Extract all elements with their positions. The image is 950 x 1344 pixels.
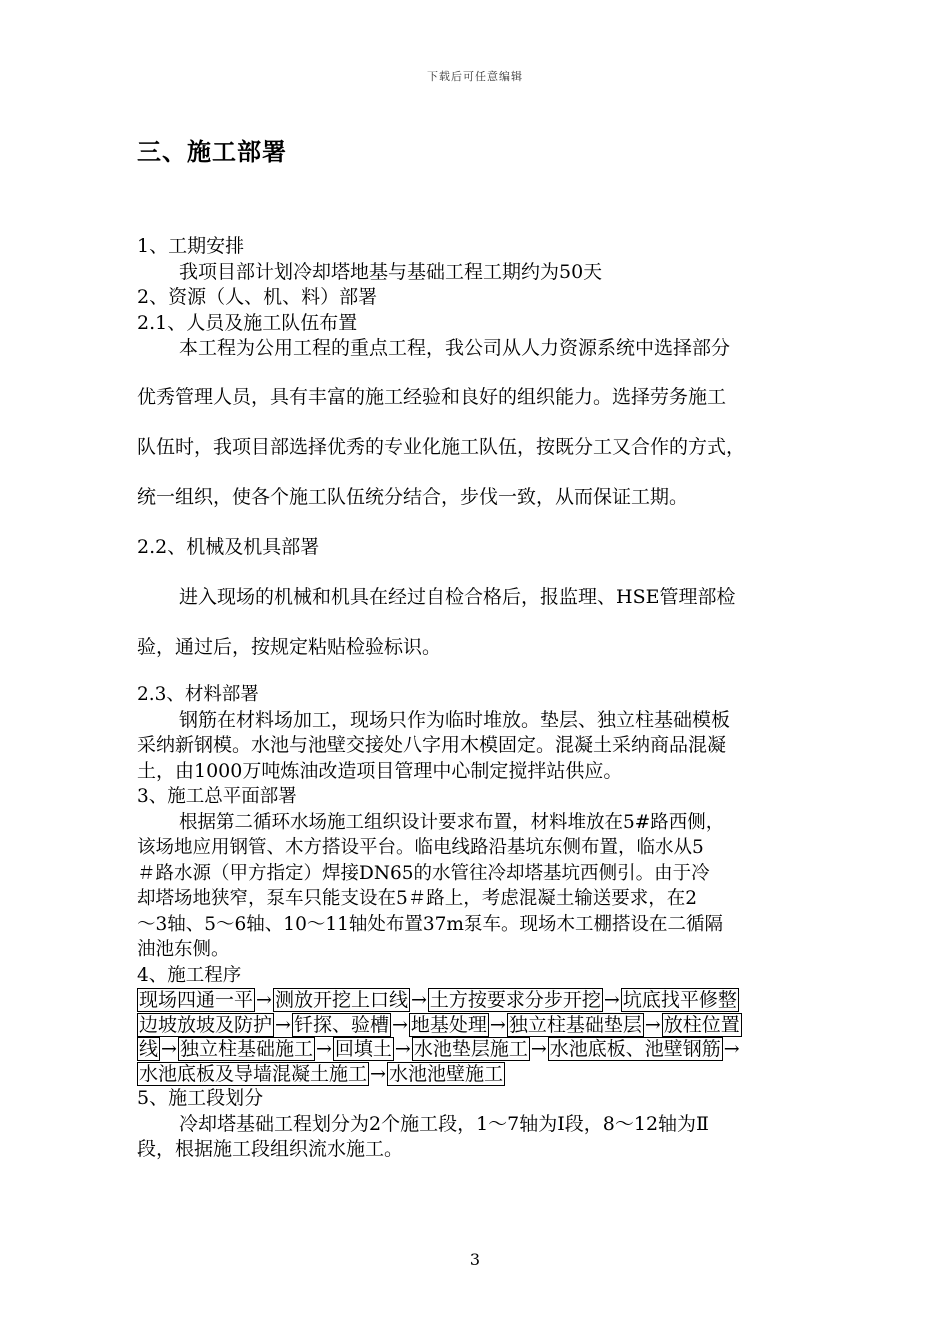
- site-layout-line: 却塔场地狭窄，泵车只能支设在5＃路上，考虑混凝土输送要求，在2: [137, 888, 698, 909]
- flow-step: 测放开挖上口线: [274, 989, 408, 1011]
- sections-line: 段，根据施工段组织流水施工。: [137, 1138, 404, 1161]
- heading-sections: 5、施工段划分: [137, 1087, 264, 1110]
- flow-step: 水池底板及导墙混凝土施工: [139, 1062, 368, 1085]
- site-layout-line: ＃路水源（甲方指定）焊接DN65的水管往冷却塔基坑西侧引。由于冷: [137, 862, 710, 884]
- flow-step: 边坡放坡及防护: [139, 1013, 273, 1036]
- page-header: 下载后可任意编辑: [427, 70, 523, 83]
- schedule-text: 我项目部计划冷却塔地基与基础工程工期约为50天: [179, 260, 603, 283]
- arrow-right-icon: →: [603, 989, 620, 1011]
- materials-line: 土，由1000万吨炼油改造项目管理中心制定搅拌站供应。: [137, 759, 623, 782]
- flow-step: 放柱位置: [663, 1013, 740, 1036]
- personnel-line: 优秀管理人员，具有丰富的施工经验和良好的组织能力。选择劳务施工: [137, 386, 727, 408]
- arrow-right-icon: →: [370, 1062, 386, 1085]
- machinery-line: 进入现场的机械和机具在经过自检合格后，报监理、HSE管理部检: [179, 586, 736, 608]
- arrow-right-icon: →: [394, 1038, 411, 1061]
- heading-materials: 2.3、材料部署: [137, 684, 259, 705]
- flow-step: 钎探、验槽: [293, 1013, 389, 1036]
- personnel-line: 本工程为公用工程的重点工程，我公司从人力资源系统中选择部分: [179, 337, 731, 359]
- document-body: [137, 234, 849, 1163]
- arrow-right-icon: →: [315, 1038, 332, 1061]
- heading-personnel: 2.1、人员及施工队伍布置: [137, 311, 358, 334]
- sections-line: 冷却塔基础工程划分为2个施工段，1～7轴为Ⅰ段，8～12轴为Ⅱ: [179, 1112, 709, 1135]
- site-layout-line: 根据第二循环水场施工组织设计要求布置，材料堆放在5#路西侧，: [179, 811, 725, 833]
- heading-resources: 2、资源（人、机、料）部署: [137, 286, 378, 308]
- personnel-line: 统一组织，使各个施工队伍统分结合，步伐一致，从而保证工期。: [137, 486, 689, 508]
- arrow-right-icon: →: [530, 1038, 547, 1061]
- arrow-right-icon: →: [391, 1013, 408, 1036]
- flow-step: 独立柱基础垫层: [508, 1013, 642, 1036]
- materials-line: 采纳新钢模。水池与池壁交接处八字用木模固定。混凝土采纳商品混凝: [137, 734, 727, 756]
- arrow-right-icon: →: [256, 989, 272, 1011]
- arrow-right-icon: →: [410, 989, 427, 1011]
- site-layout-line: 油池东侧。: [137, 939, 230, 960]
- site-layout-line: ～3轴、5～6轴、10～11轴处布置37m泵车。现场木工棚搭设在二循隔: [137, 913, 723, 935]
- flow-step: 水池垫层施工: [413, 1038, 528, 1061]
- flow-step: 土方按要求分步开挖: [429, 989, 601, 1011]
- arrow-right-icon: →: [161, 1038, 177, 1061]
- arrow-right-icon: →: [723, 1038, 740, 1061]
- heading-procedure: 4、施工程序: [137, 964, 242, 986]
- procedure-flow-line: [137, 1062, 849, 1087]
- flow-step: 线: [139, 1038, 159, 1061]
- arrow-right-icon: →: [275, 1013, 291, 1036]
- materials-line: 钢筋在材料场加工，现场只作为临时堆放。垫层、独立柱基础模板: [179, 708, 731, 731]
- heading-site-layout: 3、施工总平面部署: [137, 786, 297, 807]
- procedure-flow-line: [137, 1037, 849, 1062]
- machinery-line: 验，通过后，按规定粘贴检验标识。: [137, 636, 442, 658]
- flow-step: 水池底板、池壁钢筋: [549, 1038, 721, 1061]
- flow-step: 地基处理: [410, 1013, 487, 1036]
- flow-step: 独立柱基础施工: [179, 1038, 313, 1061]
- site-layout-line: 该场地应用钢管、木方搭设平台。临电线路沿基坑东侧布置，临水从5: [137, 837, 704, 858]
- flow-step: 现场四通一平: [139, 989, 254, 1011]
- procedure-flow-line: [137, 988, 849, 1013]
- page-number: 3: [469, 1250, 481, 1269]
- flow-step: 水池池壁施工: [388, 1062, 503, 1085]
- flow-step: 回填土: [334, 1038, 392, 1061]
- heading-schedule: 1、工期安排: [137, 235, 245, 257]
- flow-step: 坑底找平修整: [622, 989, 737, 1011]
- procedure-flow-line: [137, 1013, 849, 1038]
- personnel-line: 队伍时，我项目部选择优秀的专业化施工队伍，按既分工又合作的方式，: [137, 436, 746, 458]
- heading-machinery: 2.2、机械及机具部署: [137, 536, 320, 558]
- arrow-right-icon: →: [489, 1013, 506, 1036]
- arrow-right-icon: →: [644, 1013, 661, 1036]
- section-title: 三、施工部署: [137, 137, 287, 166]
